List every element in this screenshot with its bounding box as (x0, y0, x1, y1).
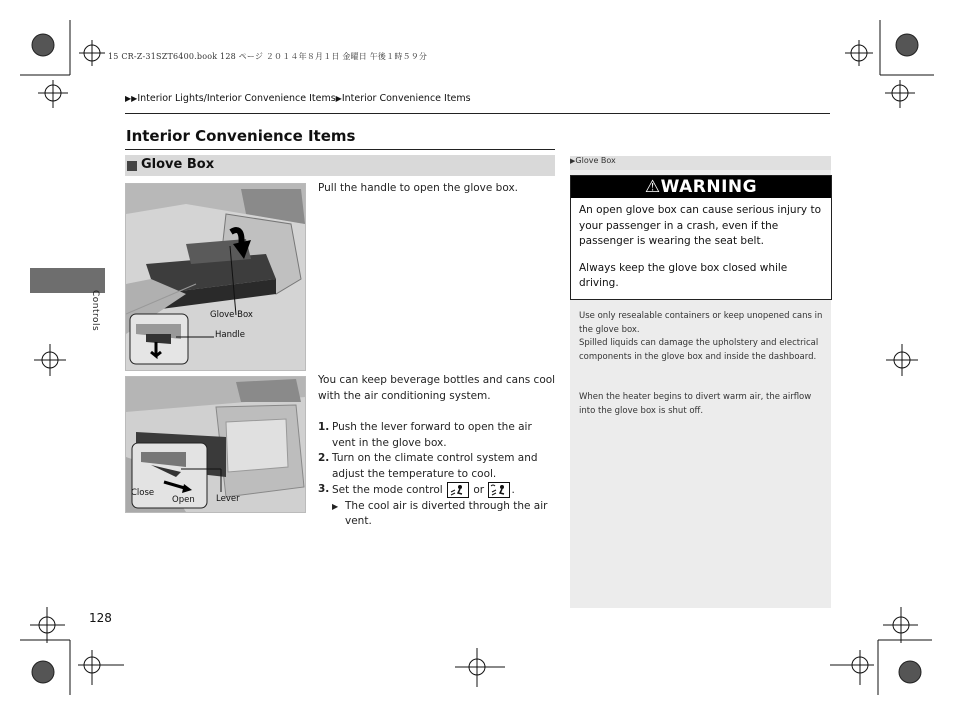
step-3-or: or (473, 484, 485, 496)
crop-mark-bottom-center (455, 645, 505, 695)
step-1-text: Push the lever forward to open the air vent in the glove box. (332, 421, 532, 449)
step-3 (318, 482, 556, 499)
steps-list (318, 420, 556, 530)
step-1-number: 1. (318, 421, 330, 433)
glove-box-photo (125, 183, 306, 371)
sidebar-note-1: Use only resealable containers or keep unopened cans in the glove box. (579, 311, 823, 335)
callout-close: Close (131, 488, 155, 498)
warning-triangle-icon: ⚠ (644, 177, 661, 197)
print-header: 15 CR-Z-31SZT6400.book 128 ページ ２０１４年８月１日 金曜日 午後１時５９分 (108, 52, 428, 61)
crop-mark-right-middle (882, 340, 922, 380)
mode-floor-icon (447, 482, 469, 498)
step-2-number: 2. (318, 452, 330, 464)
warning-paragraph-1: An open glove box can cause serious injury to your passenger in a crash, even if the passenger is wearing the seat belt. (579, 204, 821, 247)
page-number: 128 (89, 611, 112, 625)
title-rule (125, 149, 555, 150)
step-3-number: 3. (318, 483, 330, 495)
breadcrumb-arrow-icon: ▶ (335, 94, 342, 103)
glove-box-illustration (126, 184, 305, 370)
top-rule (125, 113, 830, 114)
step-3-text: Set the mode control (332, 484, 443, 496)
mode-floor-defrost-icon (488, 482, 510, 498)
crop-mark-left-middle (30, 340, 70, 380)
reference-arrow-icon: ▶ (570, 157, 576, 165)
warning-body (579, 203, 825, 292)
callout-handle: Handle (215, 330, 245, 340)
breadcrumb-arrow-icon: ▶▶ (125, 94, 138, 103)
crop-mark-bottom-right (828, 595, 938, 695)
step-3-end: . (511, 484, 515, 496)
crop-mark-top-left (20, 20, 110, 110)
result-arrow-icon: ▶ (332, 501, 339, 511)
section-title: Glove Box (141, 157, 215, 172)
warning-header (571, 176, 831, 198)
sidebar-note-3: When the heater begins to divert warm air, the airflow into the glove box is shut off. (579, 392, 812, 416)
sidebar-header-label: Glove Box (575, 156, 616, 165)
breadcrumb-item-2[interactable]: Interior Convenience Items (341, 93, 471, 104)
step-2 (318, 451, 556, 482)
warning-paragraph-2: Always keep the glove box closed while driving. (579, 261, 788, 289)
step-1 (318, 420, 556, 451)
warning-title: WARNING (660, 177, 758, 197)
step-2-text: Turn on the climate control system and adjust the temperature to cool. (332, 452, 538, 480)
step-3-result-text: The cool air is diverted through the air vent. (345, 499, 548, 527)
sidebar-note-2: Spilled liquids can damage the upholstery and electrical components in the glove box and inside the dashboard. (579, 338, 819, 362)
page-title: Interior Convenience Items (126, 127, 356, 145)
square-bullet-icon (127, 161, 137, 171)
sidebar-header (570, 156, 831, 170)
step-3-result (318, 499, 556, 530)
callout-lever: Lever (216, 494, 240, 504)
instruction-text-1: Pull the handle to open the glove box. (318, 182, 518, 194)
section-header (125, 155, 555, 176)
crop-mark-top-right (840, 20, 934, 110)
chapter-tab-label: Controls (90, 290, 100, 332)
crop-mark-bottom-left (20, 595, 130, 695)
instruction-text-2: You can keep beverage bottles and cans cool with the air conditioning system. (318, 374, 556, 402)
callout-open: Open (172, 495, 195, 505)
breadcrumb-item-1[interactable]: Interior Lights/Interior Convenience Items (137, 93, 336, 104)
warning-box (570, 175, 832, 300)
callout-glove-box: Glove Box (210, 310, 253, 320)
breadcrumb (125, 93, 471, 104)
